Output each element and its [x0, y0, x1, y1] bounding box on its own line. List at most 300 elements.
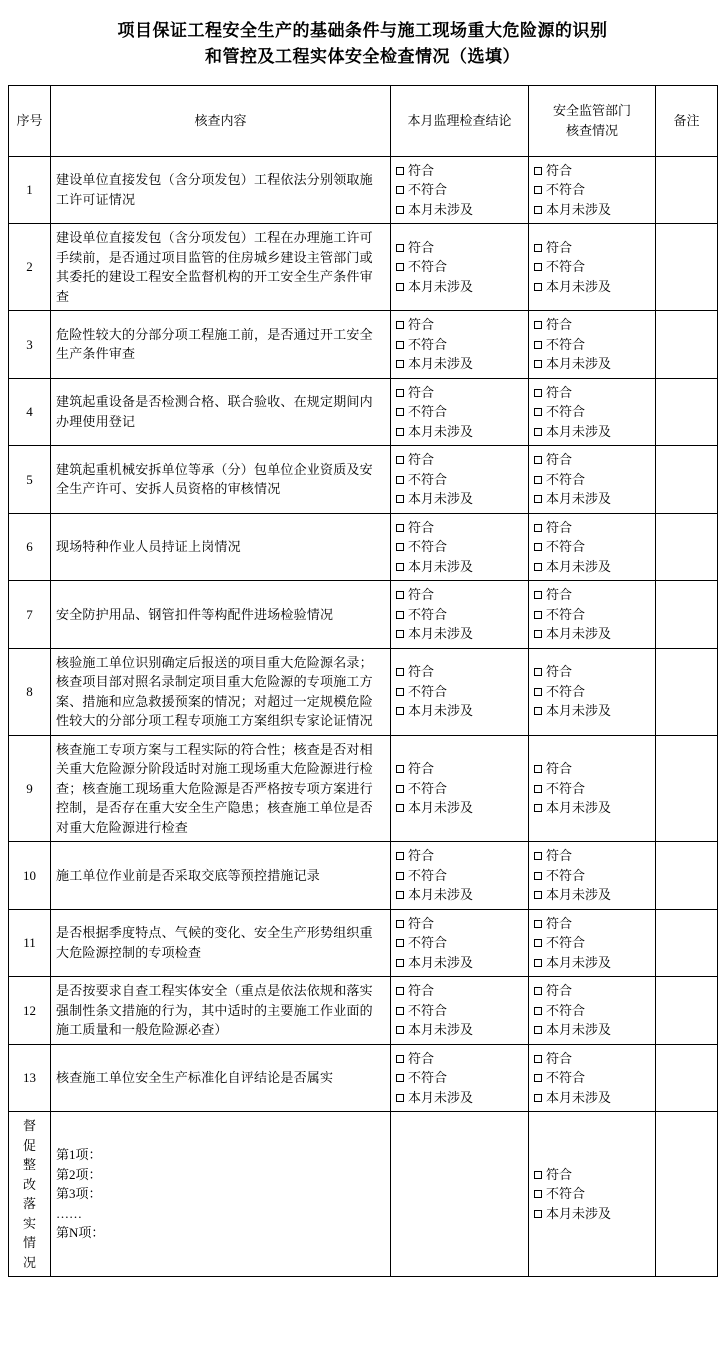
checkbox-option-本月未涉及[interactable]: [534, 1204, 650, 1224]
checkbox-icon[interactable]: [534, 263, 542, 271]
checkbox-option-符合[interactable]: [534, 238, 650, 258]
checkbox-icon[interactable]: [534, 707, 542, 715]
checkbox-option-不符合[interactable]: [534, 180, 650, 200]
table-row: [9, 311, 718, 379]
checkbox-icon[interactable]: [396, 495, 404, 503]
checkbox-option-不符合[interactable]: [534, 470, 650, 490]
checkbox-label: 本月未涉及: [408, 800, 474, 816]
table-header-row: [9, 85, 718, 156]
row-number: 9: [9, 735, 51, 842]
checkbox-icon[interactable]: [534, 1007, 542, 1015]
government-checkbox-group[interactable]: [529, 1044, 656, 1112]
government-checkbox-group[interactable]: [529, 735, 656, 842]
checkbox-icon[interactable]: [534, 341, 542, 349]
footer-row-remark[interactable]: [656, 1112, 718, 1277]
checkbox-icon[interactable]: [534, 206, 542, 214]
checkbox-icon[interactable]: [534, 852, 542, 860]
table-body: [9, 156, 718, 1277]
checkbox-option-符合[interactable]: [534, 981, 650, 1001]
row-remark[interactable]: [656, 156, 718, 224]
checkbox-option-本月未涉及[interactable]: [396, 1020, 523, 1040]
footer-label-char: 促: [22, 1137, 36, 1153]
checkbox-icon[interactable]: [534, 872, 542, 880]
government-checkbox-group[interactable]: [529, 311, 656, 379]
checkbox-icon[interactable]: [396, 476, 404, 484]
checkbox-option-符合[interactable]: [396, 585, 523, 605]
row-remark[interactable]: [656, 311, 718, 379]
table-row: [9, 224, 718, 311]
supervision-checkbox-group[interactable]: [391, 842, 529, 910]
checkbox-label: 本月未涉及: [546, 954, 612, 970]
checkbox-option-本月未涉及[interactable]: [396, 624, 523, 644]
checkbox-label: 不符合: [408, 539, 448, 555]
checkbox-option-本月未涉及[interactable]: [396, 200, 523, 220]
checkbox-icon[interactable]: [396, 263, 404, 271]
checkbox-option-不符合[interactable]: [534, 866, 650, 886]
checkbox-option-符合[interactable]: [396, 662, 523, 682]
checkbox-icon[interactable]: [534, 785, 542, 793]
checkbox-label: 符合: [546, 983, 573, 999]
checkbox-icon[interactable]: [534, 428, 542, 436]
checkbox-icon[interactable]: [396, 1007, 404, 1015]
row-number: 8: [9, 648, 51, 735]
checkbox-label: 符合: [546, 587, 573, 603]
checkbox-icon[interactable]: [534, 456, 542, 464]
checkbox-option-本月未涉及[interactable]: [534, 1088, 650, 1108]
checkbox-label: 本月未涉及: [408, 703, 474, 719]
checkbox-icon[interactable]: [534, 563, 542, 571]
checkbox-label: 符合: [408, 519, 435, 535]
checkbox-icon[interactable]: [396, 389, 404, 397]
column-header-government-line-2: 核查情况: [565, 122, 618, 138]
checkbox-icon[interactable]: [534, 476, 542, 484]
checkbox-label: 不符合: [408, 1002, 448, 1018]
inspection-table: [8, 85, 718, 1278]
checkbox-icon[interactable]: [534, 611, 542, 619]
row-number: 12: [9, 977, 51, 1045]
row-number: 10: [9, 842, 51, 910]
checkbox-option-不符合[interactable]: [396, 605, 523, 625]
row-remark[interactable]: [656, 378, 718, 446]
checkbox-icon[interactable]: [396, 341, 404, 349]
checkbox-option-不符合[interactable]: [396, 180, 523, 200]
checkbox-icon[interactable]: [396, 891, 404, 899]
checkbox-icon[interactable]: [396, 611, 404, 619]
checkbox-option-符合[interactable]: [396, 315, 523, 335]
checkbox-option-本月未涉及[interactable]: [534, 489, 650, 509]
checkbox-icon[interactable]: [396, 668, 404, 676]
table-header: [9, 85, 718, 156]
checkbox-icon[interactable]: [396, 186, 404, 194]
row-number: 4: [9, 378, 51, 446]
row-content: 施工单位作业前是否采取交底等预控措施记录: [51, 842, 391, 910]
government-checkbox-group[interactable]: [529, 648, 656, 735]
checkbox-option-本月未涉及[interactable]: [396, 885, 523, 905]
checkbox-label: 符合: [546, 317, 573, 333]
checkbox-icon[interactable]: [396, 283, 404, 291]
checkbox-option-符合[interactable]: [534, 662, 650, 682]
checkbox-icon[interactable]: [534, 1074, 542, 1082]
footer-government-checkbox-group[interactable]: [529, 1112, 656, 1277]
supervision-checkbox-group[interactable]: [391, 378, 529, 446]
checkbox-option-不符合[interactable]: [534, 1001, 650, 1021]
checkbox-label: 本月未涉及: [408, 1022, 474, 1038]
government-checkbox-group[interactable]: [529, 977, 656, 1045]
checkbox-label: 本月未涉及: [546, 201, 612, 217]
footer-item[interactable]: 第3项：: [56, 1186, 102, 1202]
table-row: [9, 842, 718, 910]
supervision-checkbox-group[interactable]: [391, 224, 529, 311]
checkbox-option-不符合[interactable]: [396, 933, 523, 953]
checkbox-label: 符合: [408, 162, 435, 178]
row-remark[interactable]: [656, 977, 718, 1045]
checkbox-label: 符合: [546, 1050, 573, 1066]
checkbox-option-不符合[interactable]: [534, 335, 650, 355]
checkbox-option-不符合[interactable]: [534, 779, 650, 799]
row-remark[interactable]: [656, 1044, 718, 1112]
checkbox-icon[interactable]: [396, 987, 404, 995]
row-content: 核查施工单位安全生产标准化自评结论是否属实: [51, 1044, 391, 1112]
checkbox-icon[interactable]: [396, 804, 404, 812]
checkbox-icon[interactable]: [396, 1055, 404, 1063]
government-checkbox-group[interactable]: [529, 909, 656, 977]
supervision-checkbox-group[interactable]: [391, 735, 529, 842]
checkbox-option-不符合[interactable]: [396, 1068, 523, 1088]
checkbox-option-符合[interactable]: [396, 914, 523, 934]
row-number: 6: [9, 513, 51, 581]
checkbox-icon[interactable]: [396, 591, 404, 599]
checkbox-label: 符合: [546, 848, 573, 864]
row-content: 核查施工专项方案与工程实际的符合性；核查是否对相关重大危险源分阶段适时对施工现场重大危险源进行检查；核查施工现场重大危险源是否严格按专项方案进行控制，是否存在重大安全生产隐患；核查施工单位是否对重大危险源进行检查: [51, 735, 391, 842]
checkbox-label: 不符合: [408, 471, 448, 487]
checkbox-option-本月未涉及[interactable]: [534, 557, 650, 577]
checkbox-label: 不符合: [546, 259, 586, 275]
checkbox-option-本月未涉及[interactable]: [396, 1088, 523, 1108]
checkbox-option-本月未涉及[interactable]: [396, 953, 523, 973]
footer-row-label-vertical: [14, 1116, 45, 1272]
checkbox-icon[interactable]: [396, 360, 404, 368]
checkbox-label: 不符合: [546, 1070, 586, 1086]
checkbox-option-本月未涉及[interactable]: [534, 422, 650, 442]
checkbox-icon[interactable]: [534, 1094, 542, 1102]
checkbox-label: 不符合: [408, 259, 448, 275]
checkbox-option-本月未涉及[interactable]: [396, 557, 523, 577]
checkbox-option-本月未涉及[interactable]: [396, 422, 523, 442]
checkbox-label: 本月未涉及: [546, 278, 612, 294]
checkbox-option-不符合[interactable]: [396, 335, 523, 355]
checkbox-label: 不符合: [546, 1002, 586, 1018]
checkbox-icon[interactable]: [534, 939, 542, 947]
checkbox-option-本月未涉及[interactable]: [534, 701, 650, 721]
supervision-checkbox-group[interactable]: [391, 909, 529, 977]
checkbox-option-不符合[interactable]: [396, 537, 523, 557]
checkbox-icon[interactable]: [396, 1094, 404, 1102]
checkbox-icon[interactable]: [396, 524, 404, 532]
checkbox-option-不符合[interactable]: [396, 402, 523, 422]
checkbox-label: 不符合: [408, 780, 448, 796]
checkbox-label: 本月未涉及: [408, 491, 474, 507]
government-checkbox-group[interactable]: [529, 581, 656, 649]
checkbox-icon[interactable]: [396, 939, 404, 947]
checkbox-icon[interactable]: [534, 543, 542, 551]
checkbox-label: 符合: [408, 848, 435, 864]
checkbox-option-本月未涉及[interactable]: [396, 277, 523, 297]
checkbox-option-不符合[interactable]: [396, 257, 523, 277]
row-remark[interactable]: [656, 224, 718, 311]
checkbox-label: 本月未涉及: [546, 703, 612, 719]
checkbox-label: 符合: [546, 1166, 573, 1182]
row-remark[interactable]: [656, 648, 718, 735]
checkbox-option-不符合[interactable]: [534, 257, 650, 277]
row-number: 5: [9, 446, 51, 514]
row-number: 1: [9, 156, 51, 224]
checkbox-icon[interactable]: [534, 244, 542, 252]
checkbox-label: 本月未涉及: [408, 558, 474, 574]
checkbox-icon[interactable]: [534, 804, 542, 812]
checkbox-label: 符合: [546, 162, 573, 178]
checkbox-option-不符合[interactable]: [396, 1001, 523, 1021]
checkbox-icon[interactable]: [396, 920, 404, 928]
checkbox-option-符合[interactable]: [396, 518, 523, 538]
checkbox-icon[interactable]: [396, 707, 404, 715]
checkbox-icon[interactable]: [396, 428, 404, 436]
checkbox-option-符合[interactable]: [534, 161, 650, 181]
checkbox-option-符合[interactable]: [534, 315, 650, 335]
table-row: [9, 446, 718, 514]
checkbox-label: 不符合: [546, 539, 586, 555]
government-checkbox-group[interactable]: [529, 224, 656, 311]
checkbox-label: 符合: [408, 1050, 435, 1066]
checkbox-option-不符合[interactable]: [396, 866, 523, 886]
checkbox-icon[interactable]: [534, 495, 542, 503]
checkbox-icon[interactable]: [396, 167, 404, 175]
checkbox-label: 本月未涉及: [546, 558, 612, 574]
checkbox-icon[interactable]: [396, 563, 404, 571]
checkbox-icon[interactable]: [396, 408, 404, 416]
checkbox-option-符合[interactable]: [534, 1165, 650, 1185]
checkbox-icon[interactable]: [534, 591, 542, 599]
checkbox-option-不符合[interactable]: [534, 402, 650, 422]
checkbox-option-本月未涉及[interactable]: [534, 798, 650, 818]
footer-label-char: 改: [22, 1176, 36, 1192]
checkbox-label: 本月未涉及: [408, 356, 474, 372]
footer-items-list[interactable]: [51, 1112, 391, 1277]
checkbox-icon[interactable]: [534, 167, 542, 175]
government-checkbox-group[interactable]: [529, 378, 656, 446]
checkbox-option-符合[interactable]: [534, 914, 650, 934]
checkbox-option-本月未涉及[interactable]: [396, 489, 523, 509]
checkbox-icon[interactable]: [534, 389, 542, 397]
checkbox-option-符合[interactable]: [396, 1049, 523, 1069]
column-header-supervision: 本月监理检查结论: [391, 85, 529, 156]
checkbox-icon[interactable]: [534, 360, 542, 368]
checkbox-icon[interactable]: [534, 283, 542, 291]
checkbox-icon[interactable]: [396, 765, 404, 773]
checkbox-label: 不符合: [546, 867, 586, 883]
checkbox-label: 不符合: [408, 683, 448, 699]
row-remark[interactable]: [656, 909, 718, 977]
checkbox-label: 符合: [408, 761, 435, 777]
checkbox-option-本月未涉及[interactable]: [534, 200, 650, 220]
checkbox-icon[interactable]: [534, 408, 542, 416]
government-checkbox-group[interactable]: [529, 842, 656, 910]
checkbox-icon[interactable]: [534, 891, 542, 899]
checkbox-label: 不符合: [408, 336, 448, 352]
checkbox-icon[interactable]: [534, 1026, 542, 1034]
checkbox-option-不符合[interactable]: [534, 1184, 650, 1204]
footer-supervision-cell: [391, 1112, 529, 1277]
table-row: [9, 156, 718, 224]
checkbox-icon[interactable]: [396, 852, 404, 860]
checkbox-icon[interactable]: [534, 1055, 542, 1063]
checkbox-option-符合[interactable]: [534, 585, 650, 605]
row-content: 建筑起重机械安拆单位等承（分）包单位企业资质及安全生产许可、安拆人员资格的审核情况: [51, 446, 391, 514]
checkbox-option-本月未涉及[interactable]: [534, 277, 650, 297]
supervision-checkbox-group[interactable]: [391, 156, 529, 224]
footer-label-char: 督: [22, 1118, 36, 1134]
checkbox-label: 不符合: [408, 1070, 448, 1086]
checkbox-icon[interactable]: [396, 543, 404, 551]
checkbox-option-不符合[interactable]: [534, 605, 650, 625]
row-content: 是否按要求自查工程实体安全（重点是依法依规和落实强制性条文措施的行为，其中适时的主要施工作业面的施工质量和一般危险源必查）: [51, 977, 391, 1045]
checkbox-icon[interactable]: [534, 688, 542, 696]
checkbox-option-本月未涉及[interactable]: [396, 798, 523, 818]
checkbox-option-不符合[interactable]: [534, 933, 650, 953]
checkbox-icon[interactable]: [534, 959, 542, 967]
checkbox-option-符合[interactable]: [396, 383, 523, 403]
checkbox-option-不符合[interactable]: [534, 537, 650, 557]
checkbox-label: 本月未涉及: [546, 1022, 612, 1038]
checkbox-icon[interactable]: [396, 321, 404, 329]
checkbox-icon[interactable]: [396, 688, 404, 696]
checkbox-option-符合[interactable]: [534, 383, 650, 403]
checkbox-option-符合[interactable]: [396, 981, 523, 1001]
checkbox-label: 本月未涉及: [546, 491, 612, 507]
footer-item[interactable]: 第1项：: [56, 1147, 102, 1163]
footer-row-label: [9, 1112, 51, 1277]
checkbox-label: 本月未涉及: [546, 1205, 612, 1221]
checkbox-label: 不符合: [408, 935, 448, 951]
government-checkbox-group[interactable]: [529, 156, 656, 224]
checkbox-icon[interactable]: [534, 1190, 542, 1198]
checkbox-icon[interactable]: [534, 987, 542, 995]
checkbox-option-符合[interactable]: [396, 846, 523, 866]
checkbox-option-本月未涉及[interactable]: [534, 1020, 650, 1040]
row-number: 13: [9, 1044, 51, 1112]
supervision-checkbox-group[interactable]: [391, 311, 529, 379]
checkbox-option-符合[interactable]: [396, 238, 523, 258]
footer-item[interactable]: 第2项：: [56, 1166, 102, 1182]
checkbox-option-符合[interactable]: [396, 161, 523, 181]
checkbox-icon[interactable]: [396, 959, 404, 967]
checkbox-icon[interactable]: [534, 321, 542, 329]
supervision-checkbox-group[interactable]: [391, 648, 529, 735]
supervision-checkbox-group[interactable]: [391, 513, 529, 581]
row-content: 建筑起重设备是否检测合格、联合验收、在规定期间内办理使用登记: [51, 378, 391, 446]
checkbox-option-本月未涉及[interactable]: [534, 885, 650, 905]
checkbox-option-符合[interactable]: [534, 759, 650, 779]
footer-label-char: 况: [22, 1254, 36, 1270]
checkbox-label: 符合: [546, 384, 573, 400]
checkbox-option-不符合[interactable]: [396, 470, 523, 490]
checkbox-option-符合[interactable]: [534, 518, 650, 538]
row-content: 危险性较大的分部分项工程施工前，是否通过开工安全生产条件审查: [51, 311, 391, 379]
checkbox-label: 符合: [546, 239, 573, 255]
checkbox-icon[interactable]: [534, 668, 542, 676]
checkbox-icon[interactable]: [396, 785, 404, 793]
checkbox-option-符合[interactable]: [396, 759, 523, 779]
checkbox-option-本月未涉及[interactable]: [534, 624, 650, 644]
footer-label-char: 整: [22, 1157, 36, 1173]
checkbox-icon[interactable]: [396, 1074, 404, 1082]
supervision-checkbox-group[interactable]: [391, 977, 529, 1045]
checkbox-option-不符合[interactable]: [534, 682, 650, 702]
row-remark[interactable]: [656, 735, 718, 842]
row-remark[interactable]: [656, 513, 718, 581]
table-row: [9, 735, 718, 842]
checkbox-icon[interactable]: [534, 920, 542, 928]
checkbox-option-不符合[interactable]: [534, 1068, 650, 1088]
row-number: 7: [9, 581, 51, 649]
checkbox-option-本月未涉及[interactable]: [396, 701, 523, 721]
checkbox-label: 不符合: [546, 182, 586, 198]
checkbox-option-符合[interactable]: [396, 450, 523, 470]
footer-item[interactable]: 第N项：: [56, 1225, 105, 1241]
government-checkbox-group[interactable]: [529, 446, 656, 514]
checkbox-option-不符合[interactable]: [396, 682, 523, 702]
checkbox-label: 符合: [408, 317, 435, 333]
checkbox-label: 不符合: [546, 683, 586, 699]
checkbox-icon[interactable]: [396, 206, 404, 214]
checkbox-option-不符合[interactable]: [396, 779, 523, 799]
checkbox-label: 符合: [546, 452, 573, 468]
footer-item: ……: [56, 1205, 82, 1221]
checkbox-icon[interactable]: [534, 630, 542, 638]
footer-label-char: 落: [22, 1196, 36, 1212]
row-remark[interactable]: [656, 842, 718, 910]
checkbox-icon[interactable]: [396, 456, 404, 464]
row-remark[interactable]: [656, 446, 718, 514]
checkbox-option-符合[interactable]: [534, 846, 650, 866]
checkbox-label: 不符合: [546, 336, 586, 352]
row-remark[interactable]: [656, 581, 718, 649]
checkbox-icon[interactable]: [396, 630, 404, 638]
checkbox-option-本月未涉及[interactable]: [534, 354, 650, 374]
checkbox-icon[interactable]: [534, 186, 542, 194]
checkbox-icon[interactable]: [396, 1026, 404, 1034]
supervision-checkbox-group[interactable]: [391, 581, 529, 649]
checkbox-label: 本月未涉及: [408, 201, 474, 217]
supervision-checkbox-group[interactable]: [391, 446, 529, 514]
checkbox-icon[interactable]: [534, 524, 542, 532]
checkbox-option-本月未涉及[interactable]: [396, 354, 523, 374]
supervision-checkbox-group[interactable]: [391, 1044, 529, 1112]
checkbox-label: 不符合: [546, 935, 586, 951]
checkbox-icon[interactable]: [534, 765, 542, 773]
checkbox-icon[interactable]: [534, 1171, 542, 1179]
checkbox-label: 符合: [408, 664, 435, 680]
checkbox-option-符合[interactable]: [534, 450, 650, 470]
checkbox-icon[interactable]: [396, 872, 404, 880]
checkbox-option-本月未涉及[interactable]: [534, 953, 650, 973]
checkbox-icon[interactable]: [534, 1210, 542, 1218]
checkbox-option-符合[interactable]: [534, 1049, 650, 1069]
government-checkbox-group[interactable]: [529, 513, 656, 581]
column-header-government-line-1: 安全监管部门: [552, 103, 631, 119]
page-title-line-2: 和管控及工程实体安全检查情况（选填）: [205, 47, 520, 67]
row-content: 是否根据季度特点、气候的变化、安全生产形势组织重大危险源控制的专项检查: [51, 909, 391, 977]
checkbox-icon[interactable]: [396, 244, 404, 252]
